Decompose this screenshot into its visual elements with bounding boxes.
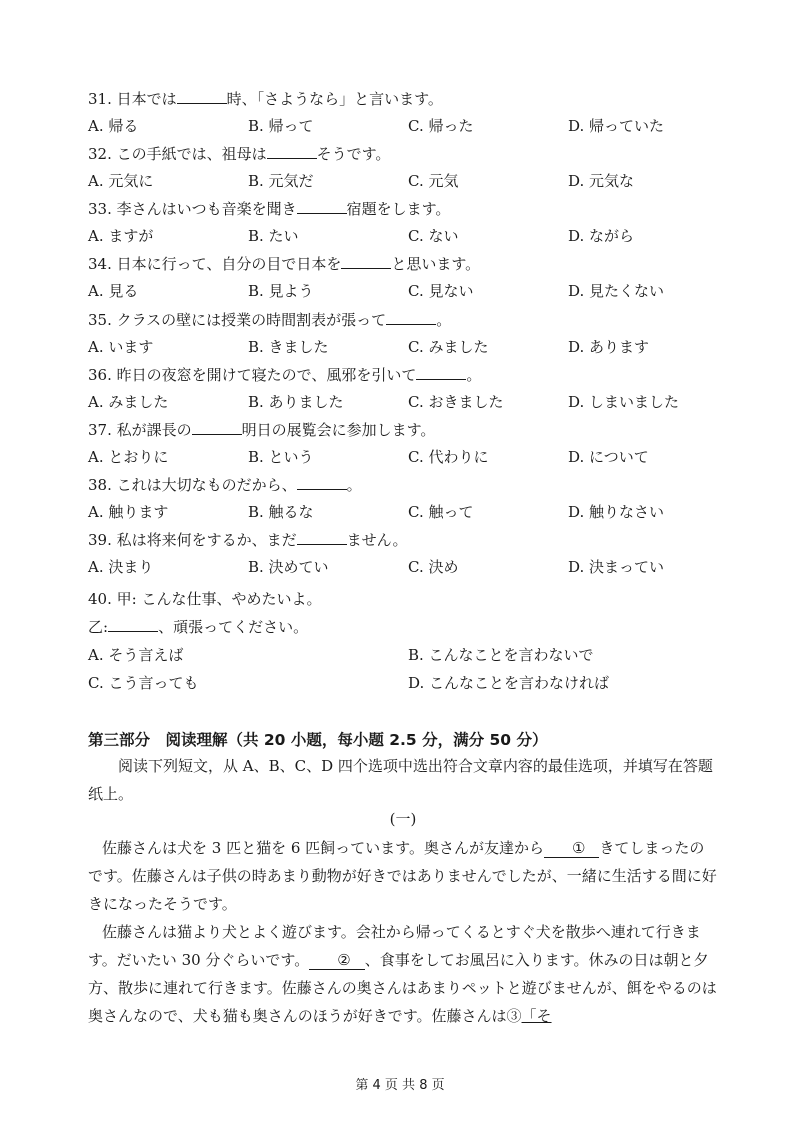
option-c: C. 代わりに xyxy=(408,448,489,466)
question-stem-post: ません。 xyxy=(346,531,408,549)
question-stem xyxy=(88,144,390,164)
question-stem xyxy=(88,310,451,330)
option-a: A. 元気に xyxy=(88,172,154,190)
question-stem xyxy=(88,475,362,495)
question-stem-pre: 34. 日本に行って、自分の目で日本を xyxy=(88,255,342,273)
option-b: B. という xyxy=(248,448,314,466)
option-b: B. 触るな xyxy=(248,503,314,521)
question-40-line1: 40. 甲: こんな仕事、やめたいよ。 xyxy=(88,590,322,608)
answer-blank xyxy=(341,254,391,269)
answer-blank xyxy=(267,144,317,159)
option-b: B. 決めてい xyxy=(248,558,329,576)
question-40-line2 xyxy=(88,617,308,637)
option-a: A. とおりに xyxy=(88,448,169,466)
question-stem-post: 。 xyxy=(346,476,362,494)
page-footer: 第 4 页 共 8 页 xyxy=(355,1078,445,1093)
option-c: C. おきました xyxy=(408,393,504,411)
option-b: B. こんなことを言わないで xyxy=(408,646,594,664)
option-c: C. 帰った xyxy=(408,117,474,135)
question-40-post: 、頑張ってください。 xyxy=(158,618,309,636)
option-d: D. こんなことを言わなければ xyxy=(408,674,610,692)
option-d: D. について xyxy=(568,448,649,466)
question-stem xyxy=(88,365,481,385)
answer-blank xyxy=(108,617,158,632)
question-stem xyxy=(88,254,480,274)
option-a: A. 帰る xyxy=(88,117,139,135)
option-d: D. 決まってい xyxy=(568,558,665,576)
question-stem-pre: 36. 昨日の夜窓を開けて寝たので、風邪を引いて xyxy=(88,366,417,384)
answer-blank xyxy=(192,420,242,435)
answer-blank xyxy=(386,310,436,325)
question-stem-post: 。 xyxy=(466,366,482,384)
option-a: A. 触ります xyxy=(88,503,169,521)
question-stem xyxy=(88,89,443,109)
question-stem-pre: 31. 日本では xyxy=(88,90,177,108)
option-a: A. みました xyxy=(88,393,169,411)
option-d: D. あります xyxy=(568,338,650,356)
option-a: A. ますが xyxy=(88,227,154,245)
question-stem xyxy=(88,199,450,219)
question-stem xyxy=(88,530,408,550)
passage-p1-pre: 佐藤さんは犬を 3 匹と猫を 6 匹飼っています。奥さんが友達から xyxy=(102,839,544,857)
question-stem-pre: 39. 私は将来何をするか、まだ xyxy=(88,531,297,549)
passage-p2-post: 、食事をしてお風呂に入ります。休みの日は朝と夕方、散歩に連れて行きます。佐藤さんの奥さんはあまりペットと遊びませんが、餌をやるのは奥さんなので、犬も猫も奥さんのほうが好きです。佐藤さんは③ xyxy=(88,951,717,1025)
passage-paragraph-1 xyxy=(88,834,718,918)
question-40-speaker: 乙: xyxy=(88,618,109,636)
option-d: D. 帰っていた xyxy=(568,117,665,135)
section-heading: 第三部分 阅读理解（共 20 小题，每小题 2.5 分，满分 50 分） xyxy=(88,731,548,749)
passage-paragraph-2 xyxy=(88,918,718,1030)
answer-blank xyxy=(297,530,347,545)
option-c: C. 元気 xyxy=(408,172,459,190)
passage-p2-pre: 佐藤さんは猫より犬とよく遊びます。会社から帰ってくるとすぐ犬を散歩へ連れて行きます。だいたい 30 分ぐらいです。 xyxy=(88,923,701,969)
option-b: B. 帰って xyxy=(248,117,314,135)
option-c: C. 触って xyxy=(408,503,474,521)
question-stem-post: 宿題をします。 xyxy=(346,200,451,218)
option-b: B. ありました xyxy=(248,393,344,411)
section-instruction: 阅读下列短文，从 A、B、C、D 四个选项中选出符合文章内容的最佳选项，并填写在答题纸上。 xyxy=(88,757,713,803)
option-d: D. ながら xyxy=(568,227,635,245)
question-stem-post: そうです。 xyxy=(316,145,391,163)
question-stem-post: 。 xyxy=(436,311,452,329)
option-b: B. たい xyxy=(248,227,299,245)
answer-blank xyxy=(297,199,347,214)
question-stem-post: 時、「さようなら」と言います。 xyxy=(226,90,443,108)
option-c: C. こう言っても xyxy=(88,674,199,692)
question-stem-pre: 38. これは大切なものだから、 xyxy=(88,476,297,494)
option-a: A. そう言えば xyxy=(88,646,184,664)
question-stem-post: 明日の展覧会に参加します。 xyxy=(241,421,436,439)
option-c: C. ない xyxy=(408,227,459,245)
option-d: D. しまいました xyxy=(568,393,680,411)
option-b: B. 元気だ xyxy=(248,172,314,190)
passage-p2-tail: 「そ xyxy=(521,1007,552,1025)
passage-p1-post: きてしまったのです。佐藤さんは子供の時あまり動物が好きではありませんでしたが、一緒に生活する間に好きになったそうです。 xyxy=(88,839,717,913)
option-a: A. 見る xyxy=(88,282,139,300)
option-d: D. 触りなさい xyxy=(568,503,665,521)
question-stem-pre: 37. 私が課長の xyxy=(88,421,192,439)
question-stem-pre: 32. この手紙では、祖母は xyxy=(88,145,267,163)
option-d: D. 見たくない xyxy=(568,282,665,300)
passage-blank-2: ② xyxy=(309,951,364,970)
option-b: B. 見よう xyxy=(248,282,314,300)
option-c: C. 決め xyxy=(408,558,459,576)
question-stem-pre: 33. 李さんはいつも音楽を聞き xyxy=(88,200,297,218)
question-stem xyxy=(88,420,435,440)
passage-number: (一) xyxy=(389,810,417,828)
option-c: C. 見ない xyxy=(408,282,474,300)
option-c: C. みました xyxy=(408,338,489,356)
question-stem-post: と思います。 xyxy=(391,255,481,273)
option-b: B. きました xyxy=(248,338,329,356)
answer-blank xyxy=(177,89,227,104)
answer-blank xyxy=(297,475,347,490)
option-a: A. います xyxy=(88,338,154,356)
option-a: A. 決まり xyxy=(88,558,154,576)
option-d: D. 元気な xyxy=(568,172,635,190)
passage-blank-1: ① xyxy=(544,839,599,858)
question-stem-pre: 35. クラスの壁には授業の時間割表が張って xyxy=(88,311,387,329)
answer-blank xyxy=(416,365,466,380)
